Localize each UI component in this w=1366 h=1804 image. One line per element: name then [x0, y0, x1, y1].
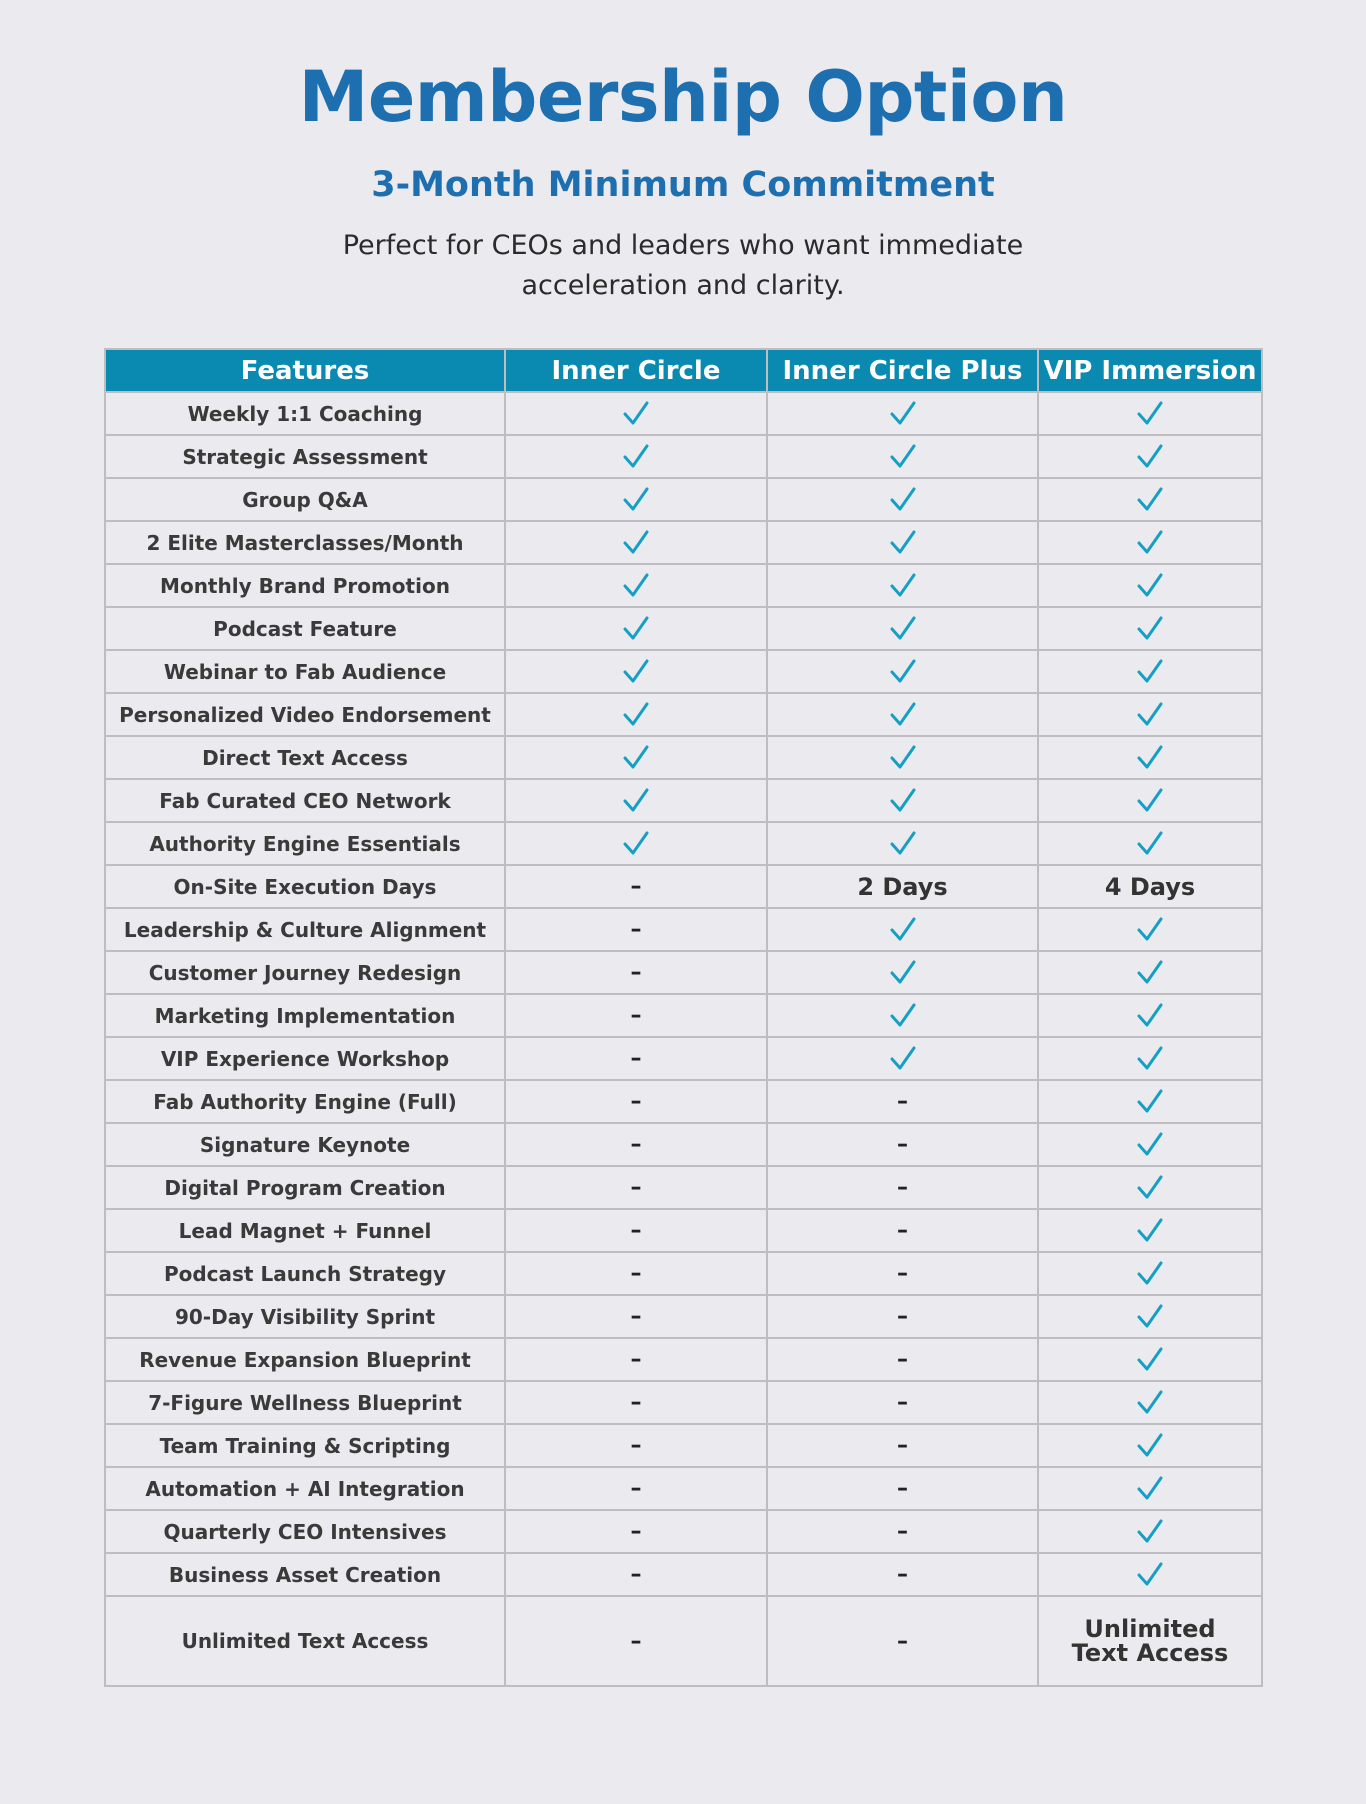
feature-cell: [505, 1381, 767, 1424]
dash-icon: –: [897, 1476, 908, 1501]
dash-icon: –: [630, 874, 642, 899]
check-icon: [1039, 1260, 1261, 1288]
feature-cell: [505, 693, 767, 736]
feature-cell: [1038, 1510, 1262, 1553]
check-icon: [768, 701, 1037, 729]
feature-cell: [1038, 435, 1262, 478]
check-icon: [1039, 1217, 1261, 1245]
feature-cell: [1038, 1166, 1262, 1209]
feature-label: Direct Text Access: [105, 736, 505, 779]
feature-cell: [505, 392, 767, 435]
check-icon: [768, 400, 1037, 428]
dash-icon: –: [630, 1433, 642, 1458]
dash-icon: –: [897, 1218, 908, 1243]
feature-label: Group Q&A: [105, 478, 505, 521]
feature-cell: [767, 736, 1038, 779]
feature-label: Fab Authority Engine (Full): [105, 1080, 505, 1123]
check-icon: [1039, 1131, 1261, 1159]
feature-cell: [1038, 1381, 1262, 1424]
dash-icon: –: [897, 1261, 908, 1286]
dash-icon: –: [897, 1519, 908, 1544]
table-row: [105, 1381, 1262, 1424]
feature-label: Quarterly CEO Intensives: [105, 1510, 505, 1553]
check-icon: [768, 1002, 1037, 1030]
check-icon: [506, 443, 766, 471]
dash-icon: –: [630, 1218, 642, 1243]
check-icon: [506, 658, 766, 686]
check-icon: [1039, 443, 1261, 471]
feature-cell: [1038, 607, 1262, 650]
dash-icon: –: [630, 917, 642, 942]
feature-label: 90-Day Visibility Sprint: [105, 1295, 505, 1338]
feature-cell: [1038, 1596, 1262, 1686]
feature-cell: [1038, 779, 1262, 822]
feature-cell: [505, 1037, 767, 1080]
feature-cell: [505, 1209, 767, 1252]
feature-cell: [1038, 951, 1262, 994]
feature-cell: [1038, 1424, 1262, 1467]
dash-icon: –: [630, 1089, 642, 1114]
page-description: Perfect for CEOs and leaders who want immediate acceleration and clarity.: [342, 230, 1024, 301]
table-row: [105, 1123, 1262, 1166]
dash-icon: –: [630, 1046, 642, 1071]
table-header-row: [105, 349, 1262, 392]
check-icon: [768, 787, 1037, 815]
table-row: [105, 521, 1262, 564]
feature-cell: [1038, 392, 1262, 435]
feature-label: Personalized Video Endorsement: [105, 693, 505, 736]
feature-cell: [505, 521, 767, 564]
table-row: [105, 994, 1262, 1037]
dash-icon: –: [897, 1628, 908, 1654]
feature-cell: [505, 1252, 767, 1295]
check-icon: [506, 744, 766, 772]
feature-cell: [767, 1123, 1038, 1166]
feature-cell: [505, 607, 767, 650]
table-row: [105, 693, 1262, 736]
feature-cell: [505, 435, 767, 478]
feature-cell: [767, 1510, 1038, 1553]
feature-cell: [767, 650, 1038, 693]
table-row: [105, 478, 1262, 521]
table-row: [105, 564, 1262, 607]
table-row: [105, 1510, 1262, 1553]
dash-icon: –: [630, 1390, 642, 1415]
feature-cell: [505, 1123, 767, 1166]
check-icon: [768, 658, 1037, 686]
feature-cell: [767, 392, 1038, 435]
feature-cell: [767, 521, 1038, 564]
check-icon: [1039, 1045, 1261, 1073]
feature-cell: [767, 1080, 1038, 1123]
feature-cell: [505, 1553, 767, 1596]
dash-icon: –: [630, 1628, 642, 1654]
feature-value: 2 Days: [857, 872, 948, 901]
check-icon: [768, 1045, 1037, 1073]
feature-label: 2 Elite Masterclasses/Month: [105, 521, 505, 564]
check-icon: [1039, 1002, 1261, 1030]
dash-icon: –: [630, 1175, 642, 1200]
table-row: [105, 779, 1262, 822]
dash-icon: –: [897, 1089, 908, 1114]
feature-cell: [505, 564, 767, 607]
feature-cell: [1038, 1037, 1262, 1080]
feature-label: Fab Curated CEO Network: [105, 779, 505, 822]
dash-icon: –: [897, 1132, 908, 1157]
feature-cell: [1038, 1467, 1262, 1510]
check-icon: [1039, 1475, 1261, 1503]
column-header-vip-immersion: VIP Immersion: [1038, 349, 1262, 392]
dash-icon: –: [630, 1304, 642, 1329]
column-header-features: Features: [105, 349, 505, 392]
dash-icon: –: [897, 1390, 908, 1415]
dash-icon: –: [630, 1347, 642, 1372]
table-row: [105, 865, 1262, 908]
feature-cell: [505, 865, 767, 908]
feature-cell: [1038, 1123, 1262, 1166]
page-subtitle: 3-Month Minimum Commitment: [371, 165, 995, 205]
check-icon: [506, 787, 766, 815]
table-row: [105, 1295, 1262, 1338]
feature-cell: [1038, 736, 1262, 779]
dash-icon: –: [897, 1433, 908, 1458]
check-icon: [1039, 658, 1261, 686]
check-icon: [1039, 787, 1261, 815]
dash-icon: –: [897, 1562, 908, 1587]
feature-cell: [505, 1080, 767, 1123]
feature-cell: [767, 908, 1038, 951]
check-icon: [768, 830, 1037, 858]
dash-icon: –: [897, 1175, 908, 1200]
table-row: [105, 951, 1262, 994]
dash-icon: –: [630, 1519, 642, 1544]
feature-cell: [767, 1424, 1038, 1467]
feature-label: Weekly 1:1 Coaching: [105, 392, 505, 435]
feature-cell: [767, 1037, 1038, 1080]
check-icon: [506, 701, 766, 729]
feature-cell: [767, 865, 1038, 908]
table-row: [105, 1080, 1262, 1123]
feature-cell: [505, 1424, 767, 1467]
feature-cell: [1038, 693, 1262, 736]
table-row: [105, 736, 1262, 779]
table-row: [105, 822, 1262, 865]
feature-cell: [767, 478, 1038, 521]
table-row: [105, 1596, 1262, 1686]
check-icon: [506, 400, 766, 428]
check-icon: [768, 615, 1037, 643]
feature-label: Leadership & Culture Alignment: [105, 908, 505, 951]
feature-label: Podcast Launch Strategy: [105, 1252, 505, 1295]
feature-cell: [505, 822, 767, 865]
check-icon: [1039, 1088, 1261, 1116]
feature-cell: [505, 779, 767, 822]
check-icon: [1039, 1518, 1261, 1546]
feature-label: Webinar to Fab Audience: [105, 650, 505, 693]
feature-cell: [767, 1381, 1038, 1424]
check-icon: [1039, 830, 1261, 858]
feature-label: Lead Magnet + Funnel: [105, 1209, 505, 1252]
check-icon: [1039, 529, 1261, 557]
feature-cell: [1038, 478, 1262, 521]
table-row: [105, 1037, 1262, 1080]
check-icon: [768, 744, 1037, 772]
check-icon: [1039, 400, 1261, 428]
check-icon: [1039, 1303, 1261, 1331]
dash-icon: –: [630, 1003, 642, 1028]
feature-cell: [767, 1596, 1038, 1686]
check-icon: [1039, 1432, 1261, 1460]
feature-cell: [1038, 908, 1262, 951]
table-row: [105, 1467, 1262, 1510]
feature-cell: [1038, 521, 1262, 564]
feature-cell: [505, 1295, 767, 1338]
feature-cell: [505, 1338, 767, 1381]
check-icon: [506, 529, 766, 557]
check-icon: [1039, 916, 1261, 944]
check-icon: [768, 486, 1037, 514]
feature-cell: [767, 1295, 1038, 1338]
page-title: Membership Option: [298, 56, 1068, 138]
check-icon: [506, 486, 766, 514]
feature-label: Customer Journey Redesign: [105, 951, 505, 994]
table-row: [105, 1424, 1262, 1467]
feature-label: Strategic Assessment: [105, 435, 505, 478]
check-icon: [1039, 959, 1261, 987]
feature-cell: [1038, 822, 1262, 865]
feature-value: Unlimited Text Access: [1071, 1615, 1229, 1667]
feature-label: Team Training & Scripting: [105, 1424, 505, 1467]
feature-label: Business Asset Creation: [105, 1553, 505, 1596]
feature-label: Authority Engine Essentials: [105, 822, 505, 865]
check-icon: [1039, 1346, 1261, 1374]
check-icon: [506, 572, 766, 600]
feature-value: 4 Days: [1104, 872, 1196, 901]
feature-label: Unlimited Text Access: [105, 1596, 505, 1686]
feature-label: On-Site Execution Days: [105, 865, 505, 908]
table-row: [105, 435, 1262, 478]
feature-cell: [767, 1338, 1038, 1381]
feature-cell: [767, 1467, 1038, 1510]
feature-cell: [767, 951, 1038, 994]
check-icon: [1039, 1174, 1261, 1202]
feature-cell: [767, 1553, 1038, 1596]
feature-cell: [767, 607, 1038, 650]
feature-label: 7-Figure Wellness Blueprint: [105, 1381, 505, 1424]
feature-cell: [1038, 1209, 1262, 1252]
feature-cell: [505, 1510, 767, 1553]
feature-cell: [1038, 1295, 1262, 1338]
table-row: [105, 392, 1262, 435]
check-icon: [768, 443, 1037, 471]
check-icon: [1039, 615, 1261, 643]
feature-cell: [505, 1166, 767, 1209]
check-icon: [506, 615, 766, 643]
table-row: [105, 1338, 1262, 1381]
feature-cell: [1038, 1080, 1262, 1123]
feature-label: Digital Program Creation: [105, 1166, 505, 1209]
dash-icon: –: [630, 1132, 642, 1157]
comparison-table: [104, 348, 1263, 1687]
feature-cell: [1038, 650, 1262, 693]
feature-cell: [1038, 564, 1262, 607]
check-icon: [768, 916, 1037, 944]
dash-icon: –: [630, 1562, 642, 1587]
check-icon: [1039, 701, 1261, 729]
feature-label: VIP Experience Workshop: [105, 1037, 505, 1080]
check-icon: [768, 572, 1037, 600]
feature-cell: [505, 1596, 767, 1686]
column-header-inner-circle-plus: Inner Circle Plus: [767, 349, 1038, 392]
feature-cell: [1038, 865, 1262, 908]
check-icon: [768, 529, 1037, 557]
check-icon: [1039, 486, 1261, 514]
check-icon: [768, 959, 1037, 987]
column-header-inner-circle: Inner Circle: [505, 349, 767, 392]
feature-cell: [767, 1252, 1038, 1295]
feature-label: Monthly Brand Promotion: [105, 564, 505, 607]
feature-cell: [767, 693, 1038, 736]
feature-cell: [505, 650, 767, 693]
check-icon: [506, 830, 766, 858]
feature-cell: [505, 994, 767, 1037]
table-row: [105, 1553, 1262, 1596]
feature-cell: [505, 478, 767, 521]
feature-label: Podcast Feature: [105, 607, 505, 650]
check-icon: [1039, 1389, 1261, 1417]
feature-cell: [767, 779, 1038, 822]
feature-label: Revenue Expansion Blueprint: [105, 1338, 505, 1381]
check-icon: [1039, 1561, 1261, 1589]
feature-cell: [767, 822, 1038, 865]
dash-icon: –: [630, 1261, 642, 1286]
feature-cell: [1038, 1252, 1262, 1295]
dash-icon: –: [897, 1304, 908, 1329]
feature-cell: [767, 1166, 1038, 1209]
dash-icon: –: [630, 1476, 642, 1501]
feature-cell: [767, 564, 1038, 607]
table-row: [105, 1209, 1262, 1252]
check-icon: [1039, 744, 1261, 772]
table-body: [105, 392, 1262, 1686]
feature-label: Marketing Implementation: [105, 994, 505, 1037]
feature-cell: [1038, 994, 1262, 1037]
dash-icon: –: [897, 1347, 908, 1372]
table-row: [105, 1166, 1262, 1209]
feature-cell: [505, 736, 767, 779]
feature-cell: [767, 994, 1038, 1037]
table-row: [105, 1252, 1262, 1295]
feature-cell: [505, 1467, 767, 1510]
feature-cell: [767, 1209, 1038, 1252]
dash-icon: –: [630, 960, 642, 985]
feature-cell: [505, 951, 767, 994]
table-row: [105, 607, 1262, 650]
check-icon: [1039, 572, 1261, 600]
feature-cell: [505, 908, 767, 951]
table-row: [105, 650, 1262, 693]
feature-label: Signature Keynote: [105, 1123, 505, 1166]
feature-label: Automation + AI Integration: [105, 1467, 505, 1510]
table-row: [105, 908, 1262, 951]
feature-cell: [1038, 1338, 1262, 1381]
feature-cell: [1038, 1553, 1262, 1596]
feature-cell: [767, 435, 1038, 478]
